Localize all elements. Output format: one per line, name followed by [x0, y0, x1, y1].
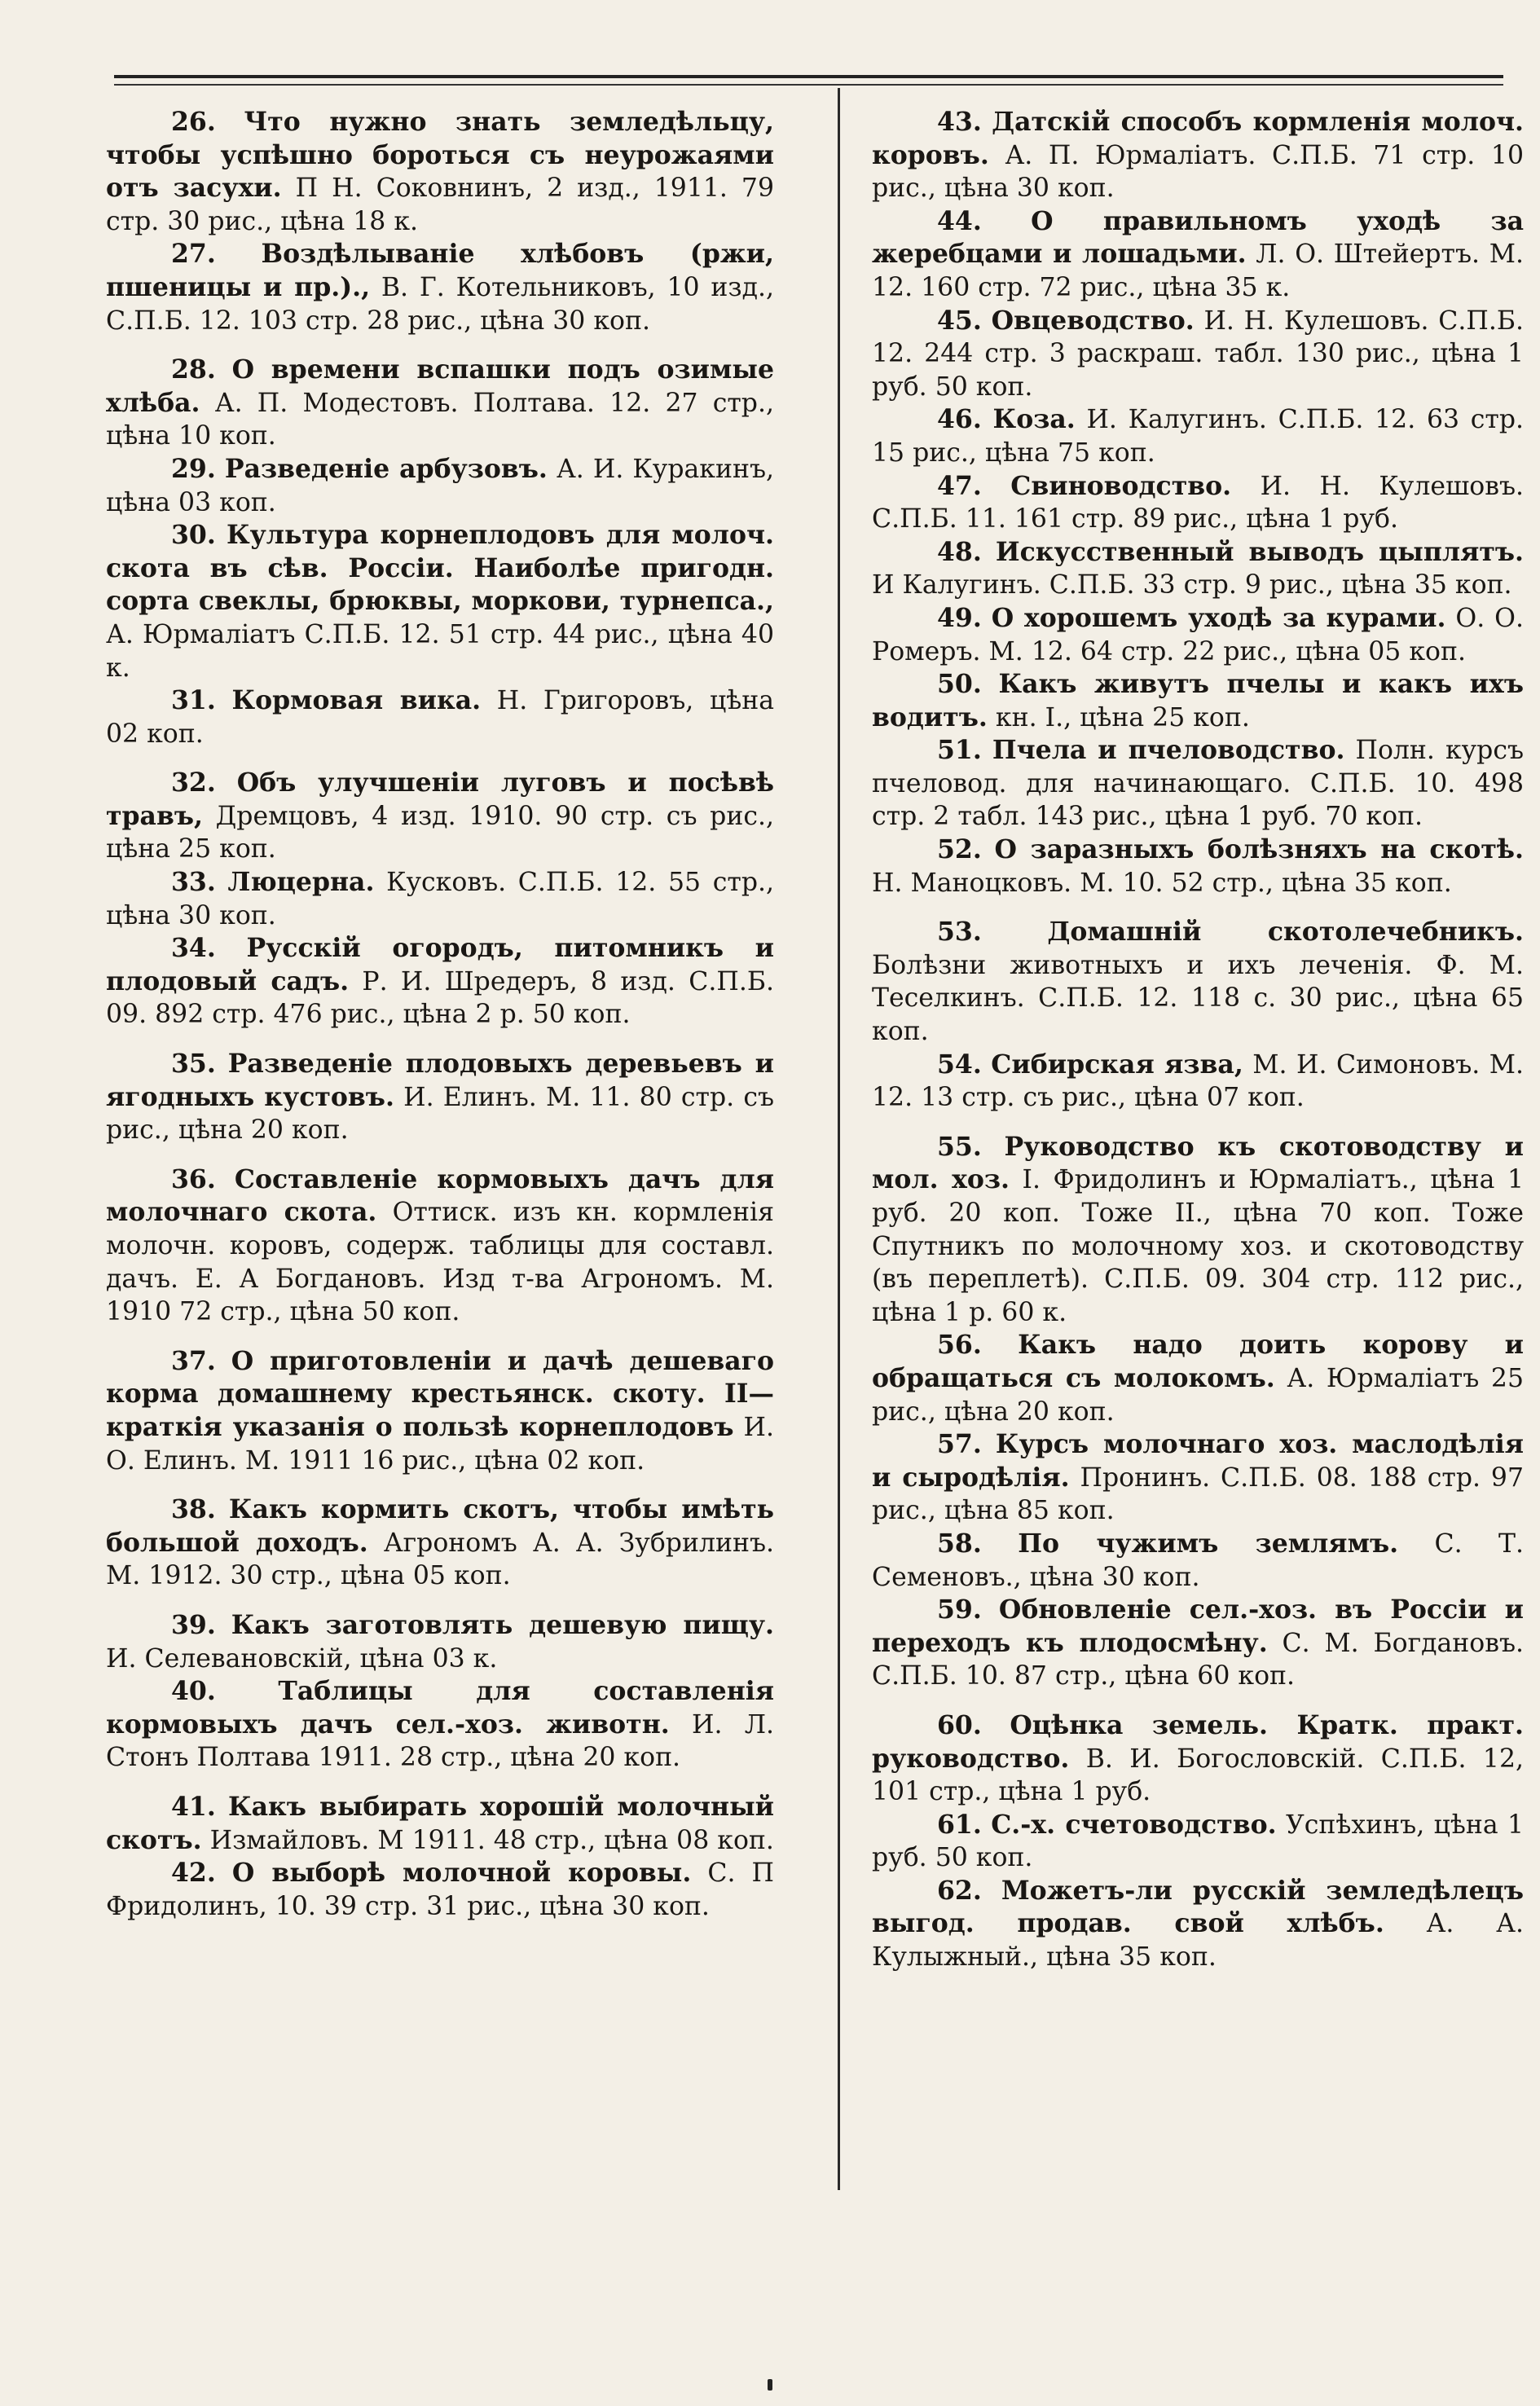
- entry-number: 61.: [937, 1809, 982, 1840]
- entry-number: 55.: [937, 1131, 982, 1162]
- entry-number: 45.: [937, 305, 982, 336]
- entry-number: 38.: [171, 1494, 216, 1525]
- catalog-entry: [872, 470, 1524, 536]
- entry-details: И. О. Елинъ. М. 1911 16 рис., цѣна 02 коп.: [106, 1412, 774, 1476]
- entry-title: Что нужно знать земледѣльцу, чтобы успѣшно бороться съ неурожаями отъ засухи.: [106, 107, 774, 204]
- catalog-entry: [872, 1428, 1524, 1528]
- entry-number: 54.: [937, 1049, 982, 1080]
- entry-details: I. Фридолинъ и Юрмаліатъ., цѣна 1 руб. 20 коп. Тоже II., цѣна 70 коп. Тоже Спутникъ по молочному хоз. и скотоводству (въ переплетѣ). С.П.Б. 09. 304 стр. 112 рис., цѣна 1 р. 60 к.: [872, 1165, 1524, 1327]
- entry-title: Пчела и пчеловодство.: [992, 735, 1345, 766]
- catalog-entry: [106, 1345, 774, 1477]
- catalog-entry: [106, 238, 774, 337]
- entry-number: 53.: [937, 917, 982, 948]
- entry-title: Какъ выбирать хорошій молочный скотъ.: [106, 1791, 775, 1855]
- entry-title: О приготовленіи и дачѣ дешеваго корма домашнему крестьянск. скоту. II—краткія указанія о пользѣ корнеплодовъ: [106, 1345, 774, 1442]
- entry-details: А. И. Куракинъ, цѣна 03 коп.: [106, 454, 775, 517]
- entry-title: Домашній скотолечебникъ.: [1047, 917, 1525, 948]
- entry-title: Воздѣлываніе хлѣбовъ (ржи, пшеницы и пр.).,: [106, 239, 774, 302]
- entry-details: С. П Фридолинъ, 10. 39 стр. 31 рис., цѣна 30 коп.: [106, 1858, 774, 1921]
- entry-title: Культура корнеплодовъ для молоч. скота въ сѣв. Россіи. Наиболѣе пригодн. сорта свеклы, брюквы, моркови, турнепса.,: [106, 520, 774, 617]
- top-rule-thin: [114, 84, 1503, 86]
- entry-details: А. А. Кулыжный., цѣна 35 коп.: [872, 1909, 1524, 1973]
- entry-number: 51.: [937, 735, 982, 766]
- right-column: [872, 106, 1524, 1974]
- entry-number: 29.: [171, 453, 216, 484]
- entry-title: Какъ живутъ пчелы и какъ ихъ водитъ.: [872, 669, 1524, 732]
- entry-details: И. Н. Кулешовъ. С.П.Б. 12. 244 стр. 3 раскраш. табл. 130 рис., цѣна 1 руб. 50 коп.: [872, 306, 1525, 402]
- entry-number: 40.: [171, 1676, 216, 1707]
- entry-details: Н. Маноцковъ. М. 10. 52 стр., цѣна 35 коп.: [872, 868, 1452, 898]
- catalog-entry: [106, 1675, 774, 1775]
- entry-details: А. П. Модестовъ. Полтава. 12. 27 стр., цѣна 10 коп.: [106, 388, 774, 451]
- page-mark: [768, 2379, 772, 2391]
- catalog-entry: [106, 932, 774, 1031]
- entry-details: В. И. Богословскій. С.П.Б. 12, 101 стр., цѣна 1 руб.: [872, 1744, 1524, 1807]
- left-column: [106, 106, 774, 1923]
- entry-title: О хорошемъ уходѣ за курами.: [991, 602, 1446, 633]
- entry-details: А. П. Юрмаліатъ. С.П.Б. 71 стр. 10 рис., цѣна 30 коп.: [872, 140, 1525, 204]
- entry-details: П Н. Соковнинъ, 2 изд., 1911. 79 стр. 30 рис., цѣна 18 к.: [106, 174, 775, 236]
- entry-title: Кормовая вика.: [231, 685, 482, 716]
- entry-details: Полн. курсъ пчеловод. для начинающаго. С.П.Б. 10. 498 стр. 2 табл. 143 рис., цѣна 1 руб. 70 коп.: [872, 736, 1525, 832]
- catalog-entry: [106, 767, 774, 866]
- entry-details: Оттиск. изъ кн. кормленія молочн. коровъ, содерж. таблицы для составл. дачъ. Е. А Богдановъ. Изд т-ва Агрономъ. М. 1910 72 стр., цѣна 50 коп.: [106, 1198, 774, 1327]
- catalog-entry: [106, 1048, 774, 1147]
- catalog-entry: [872, 1709, 1524, 1809]
- entry-title: Искусственный выводъ цыплятъ.: [995, 536, 1525, 567]
- catalog-entry: [872, 1329, 1524, 1428]
- entry-number: 36.: [171, 1163, 216, 1194]
- entry-title: О выборѣ молочной коровы.: [231, 1858, 692, 1889]
- entry-number: 52.: [937, 834, 982, 865]
- entry-number: 27.: [171, 239, 216, 270]
- entry-details: И. Елинъ. М. 11. 80 стр. съ рис., цѣна 20 коп.: [106, 1082, 775, 1146]
- entry-title: Разведеніе арбузовъ.: [224, 453, 548, 484]
- entry-number: 32.: [171, 768, 216, 798]
- catalog-entry: [106, 519, 774, 684]
- entry-number: 31.: [171, 685, 216, 716]
- catalog-entry: [872, 403, 1524, 469]
- catalog-entry: [872, 834, 1524, 900]
- entry-details: С. М. Богдановъ. С.П.Б. 10. 87 стр., цѣна 60 коп.: [872, 1628, 1524, 1691]
- entry-title: Можетъ-ли русскій земледѣлецъ выгод. продав. свой хлѣбъ.: [872, 1875, 1524, 1939]
- entry-number: 28.: [171, 354, 216, 385]
- entry-details: В. Г. Котельниковъ, 10 изд., С.П.Б. 12. 103 стр. 28 рис., цѣна 30 коп.: [106, 272, 774, 336]
- entry-title: Свиноводство.: [1010, 470, 1232, 501]
- entry-details: Кусковъ. С.П.Б. 12. 55 стр., цѣна 30 коп.: [106, 868, 775, 930]
- entry-title: Датскій способъ кормленія молоч. коровъ.: [872, 107, 1525, 170]
- entry-details: И. Калугинъ. С.П.Б. 12. 63 стр. 15 рис., цѣна 75 коп.: [872, 405, 1525, 468]
- entry-details: Болѣзни животныхъ и ихъ леченія. Ф. М. Теселкинъ. С.П.Б. 12. 118 с. 30 рис., цѣна 65 коп.: [872, 950, 1524, 1047]
- entry-number: 46.: [937, 404, 982, 435]
- entry-number: 41.: [171, 1791, 216, 1822]
- entry-number: 50.: [937, 669, 982, 700]
- catalog-entry: [106, 1493, 774, 1593]
- entry-title: Какъ заготовлять дешевую пищу.: [231, 1609, 774, 1640]
- entry-details: О. О. Ромеръ. М. 12. 64 стр. 22 рис., цѣна 05 коп.: [872, 603, 1524, 666]
- entry-title: Разведеніе плодовыхъ деревьевъ и ягодныхъ кустовъ.: [106, 1049, 775, 1112]
- entry-details: кн. I., цѣна 25 коп.: [995, 702, 1250, 732]
- entry-number: 37.: [171, 1345, 216, 1376]
- entry-details: С. Т. Семеновъ., цѣна 30 коп.: [872, 1528, 1525, 1592]
- entry-title: Какъ надо доить корову и обращаться съ молокомъ.: [872, 1330, 1524, 1393]
- entry-number: 48.: [937, 536, 982, 567]
- catalog-entry: [872, 1875, 1524, 1974]
- catalog-entry: [872, 536, 1524, 602]
- entry-number: 60.: [937, 1709, 982, 1740]
- entry-number: 44.: [937, 205, 982, 236]
- entry-title: Руководство къ скотоводству и мол. хоз.: [872, 1131, 1524, 1195]
- catalog-entry: [106, 1791, 774, 1857]
- catalog-entry: [872, 1809, 1524, 1875]
- entry-details: Пронинъ. С.П.Б. 08. 188 стр. 97 рис., цѣна 85 коп.: [872, 1463, 1524, 1526]
- entry-details: И. Селевановскій, цѣна 03 к.: [106, 1643, 498, 1674]
- entry-number: 39.: [171, 1609, 216, 1640]
- catalog-entry: [872, 305, 1524, 404]
- entry-details: М. И. Симоновъ. М. 12. 13 стр. съ рис., цѣна 07 коп.: [872, 1049, 1524, 1113]
- catalog-entry: [872, 916, 1524, 1048]
- entry-number: 47.: [937, 470, 982, 501]
- top-rule-thick: [114, 75, 1503, 78]
- entry-details: А. Юрмаліатъ 25 рис., цѣна 20 коп.: [872, 1363, 1524, 1427]
- catalog-entry: [106, 684, 774, 750]
- catalog-entry: [106, 354, 774, 453]
- catalog-entry: [872, 1528, 1524, 1594]
- catalog-entry: [872, 734, 1524, 834]
- entry-details: Н. Григоровъ, цѣна 02 коп.: [106, 686, 775, 749]
- entry-number: 59.: [937, 1594, 982, 1625]
- entry-title: По чужимъ землямъ.: [1018, 1528, 1399, 1559]
- entry-title: Таблицы для составленія кормовыхъ дачъ сел.-хоз. животн.: [106, 1676, 774, 1740]
- entry-details: Успѣхинъ, цѣна 1 руб. 50 коп.: [872, 1810, 1524, 1873]
- entry-details: Дремцовъ, 4 изд. 1910. 90 стр. съ рис., цѣна 25 коп.: [106, 801, 774, 864]
- entry-title: С.-х. счетоводство.: [991, 1809, 1277, 1840]
- entry-title: О времени вспашки подъ озимые хлѣба.: [106, 354, 774, 418]
- catalog-entry: [106, 866, 774, 932]
- entry-title: Составленіе кормовыхъ дачъ для молочнаго скота.: [106, 1163, 774, 1228]
- entry-title: Объ улучшеніи луговъ и посѣвѣ травъ,: [106, 768, 774, 831]
- entry-number: 56.: [937, 1330, 982, 1361]
- entry-details: А. Юрмаліатъ С.П.Б. 12. 51 стр. 44 рис., цѣна 40 к.: [106, 619, 774, 683]
- entry-title: Оцѣнка земель. Кратк. практ. руководство.: [872, 1709, 1524, 1774]
- catalog-entry: [872, 106, 1524, 205]
- catalog-entry: [106, 1857, 774, 1923]
- entry-number: 58.: [937, 1528, 982, 1559]
- entry-title: Сибирская язва,: [991, 1049, 1243, 1080]
- entry-number: 62.: [937, 1875, 982, 1906]
- entry-details: И. Н. Кулешовъ. С.П.Б. 11. 161 стр. 89 рис., цѣна 1 руб.: [872, 471, 1525, 534]
- entry-title: Курсъ молочнаго хоз. маслодѣлія и сыродѣлія.: [872, 1429, 1525, 1493]
- entry-number: 43.: [937, 107, 982, 137]
- column-divider: [838, 88, 840, 2190]
- entry-details: Л. О. Штейертъ. М. 12. 160 стр. 72 рис., цѣна 35 к.: [872, 240, 1524, 302]
- entry-details: И. Л. Стонъ Полтава 1911. 28 стр., цѣна 20 коп.: [106, 1709, 775, 1773]
- entry-number: 33.: [171, 867, 216, 898]
- entry-details: Р. И. Шредеръ, 8 изд. С.П.Б. 09. 892 стр. 476 рис., цѣна 2 р. 50 коп.: [106, 966, 775, 1030]
- entry-number: 35.: [171, 1049, 216, 1080]
- entry-title: О правильномъ уходѣ за жеребцами и лошадьми.: [872, 205, 1525, 270]
- entry-title: О заразныхъ болѣзняхъ на скотѣ.: [994, 834, 1524, 865]
- entry-number: 34.: [171, 933, 216, 964]
- entry-number: 49.: [937, 602, 982, 633]
- entry-number: 42.: [171, 1858, 216, 1889]
- entry-title: Коза.: [992, 404, 1076, 435]
- entry-title: Русскій огородъ, питомникъ и плодовый садъ.: [106, 933, 774, 996]
- entry-number: 30.: [171, 520, 216, 551]
- catalog-entry: [872, 1131, 1524, 1330]
- entry-number: 26.: [171, 107, 216, 137]
- entry-details: Измайловъ. М 1911. 48 стр., цѣна 08 коп.: [209, 1825, 774, 1855]
- catalog-entry: [106, 106, 774, 238]
- catalog-entry: [872, 1594, 1524, 1693]
- catalog-entry: [872, 668, 1524, 734]
- entry-details: Агрономъ А. А. Зубрилинъ. М. 1912. 30 стр., цѣна 05 коп.: [106, 1528, 775, 1591]
- entry-details: И Калугинъ. С.П.Б. 33 стр. 9 рис., цѣна 35 коп.: [872, 570, 1512, 600]
- entry-title: Люцерна.: [227, 867, 375, 898]
- entry-title: Обновленіе сел.-хоз. въ Россіи и переходъ къ плодосмѣну.: [872, 1594, 1524, 1658]
- catalog-entry: [872, 205, 1524, 305]
- catalog-entry: [106, 1609, 774, 1675]
- catalog-entry: [872, 602, 1524, 668]
- catalog-entry: [872, 1049, 1524, 1115]
- catalog-entry: [106, 1163, 774, 1329]
- entry-title: Овцеводство.: [991, 305, 1195, 336]
- entry-title: Какъ кормить скотъ, чтобы имѣть большой доходъ.: [106, 1494, 774, 1558]
- catalog-entry: [106, 453, 774, 519]
- entry-number: 57.: [937, 1429, 982, 1460]
